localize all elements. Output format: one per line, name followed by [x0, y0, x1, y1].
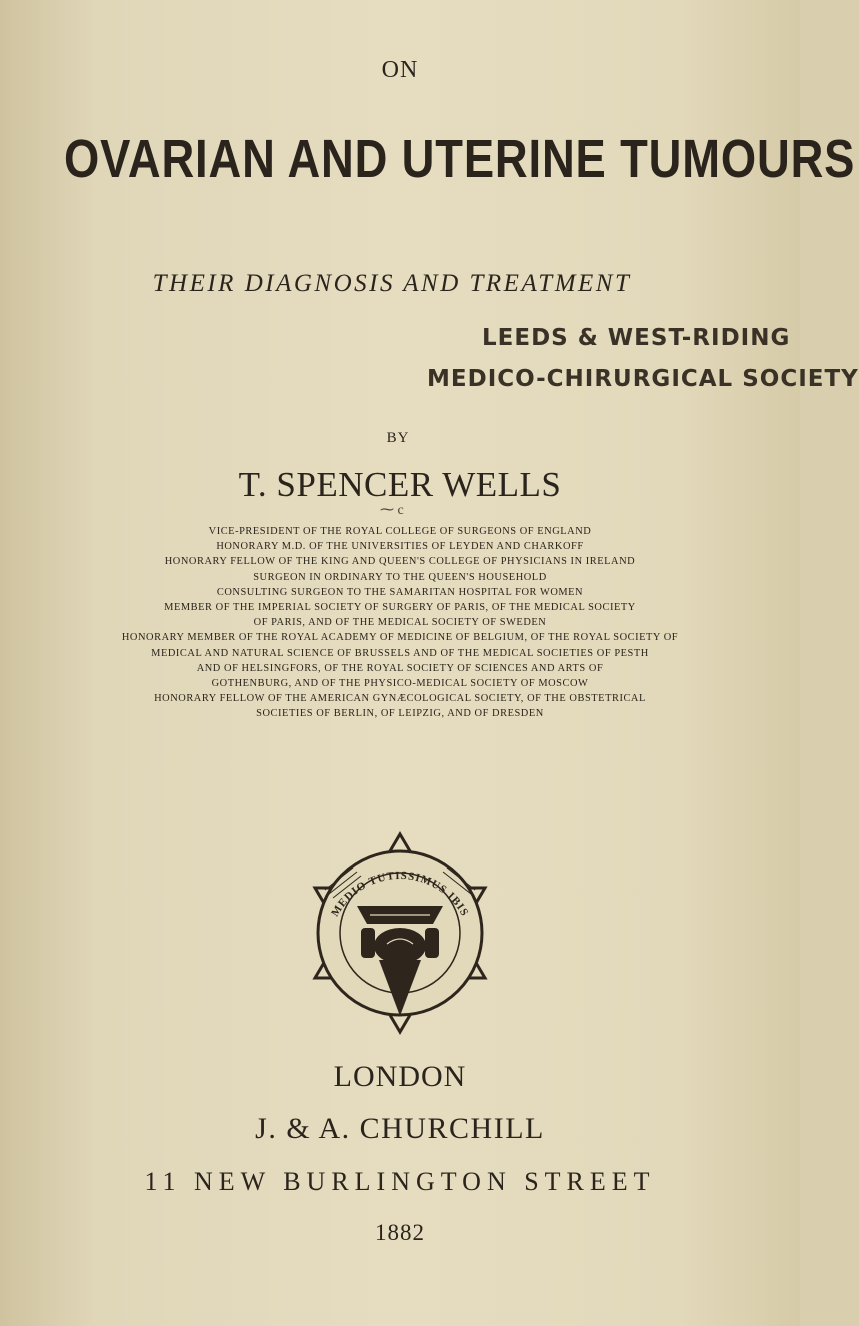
author-qualifications — [0, 524, 800, 722]
author-name: T. SPENCER WELLS — [238, 465, 562, 504]
publisher-address: 11 NEW BURLINGTON STREET — [144, 1167, 656, 1196]
by-label: BY — [386, 430, 410, 446]
qualification-line: HONORARY FELLOW OF THE AMERICAN GYNÆCOLOGICAL SOCIETY, OF THE OBSTETRICAL — [154, 693, 646, 705]
library-stamp-line2: MEDICO-CHIRURGICAL SOCIETY — [427, 366, 859, 392]
book-title: OVARIAN AND UTERINE TUMOURS — [64, 129, 856, 189]
flourish-ornament: ⁓ c — [380, 503, 404, 518]
qualification-line: MEDICAL AND NATURAL SCIENCE OF BRUSSELS AND OF THE MEDICAL SOCIETIES OF PESTH — [151, 647, 649, 659]
qualification-line: HONORARY M.D. OF THE UNIVERSITIES OF LEYDEN AND CHARKOFF — [216, 541, 584, 553]
publication-year: 1882 — [375, 1220, 425, 1245]
qualification-line: GOTHENBURG, AND OF THE PHYSICO-MEDICAL SOCIETY OF MOSCOW — [211, 678, 589, 690]
seal-motto: MEDIO TUTISSIMUS IBIS — [329, 869, 471, 919]
qualification-line: SURGEON IN ORDINARY TO THE QUEEN'S HOUSEHOLD — [253, 571, 547, 583]
qualification-line: AND OF HELSINGFORS, OF THE ROYAL SOCIETY OF SCIENCES AND ARTS OF — [196, 662, 604, 674]
qualification-line: MEMBER OF THE IMPERIAL SOCIETY OF SURGERY OF PARIS, OF THE MEDICAL SOCIETY — [164, 602, 636, 614]
qualification-line: SOCIETIES OF BERLIN, OF LEIPZIG, AND OF DRESDEN — [256, 708, 544, 720]
qualification-line: VICE-PRESIDENT OF THE ROYAL COLLEGE OF SURGEONS OF ENGLAND — [208, 526, 592, 537]
qualification-line: CONSULTING SURGEON TO THE SAMARITAN HOSPITAL FOR WOMEN — [216, 586, 584, 598]
library-stamp-line1: LEEDS & WEST-RIDING — [482, 325, 791, 351]
publication-city: LONDON — [333, 1060, 467, 1093]
publisher-name: J. & A. CHURCHILL — [255, 1112, 545, 1145]
book-subtitle: THEIR DIAGNOSIS AND TREATMENT — [152, 270, 632, 297]
qualification-line: OF PARIS, AND OF THE MEDICAL SOCIETY OF SWEDEN — [253, 617, 547, 629]
publisher-device-icon — [295, 828, 505, 1038]
qualification-line: HONORARY FELLOW OF THE KING AND QUEEN'S COLLEGE OF PHYSICIANS IN IRELAND — [164, 556, 636, 568]
on-heading: ON — [381, 57, 419, 83]
qualification-line: HONORARY MEMBER OF THE ROYAL ACADEMY OF MEDICINE OF BELGIUM, OF THE ROYAL SOCIETY OF — [121, 632, 679, 644]
